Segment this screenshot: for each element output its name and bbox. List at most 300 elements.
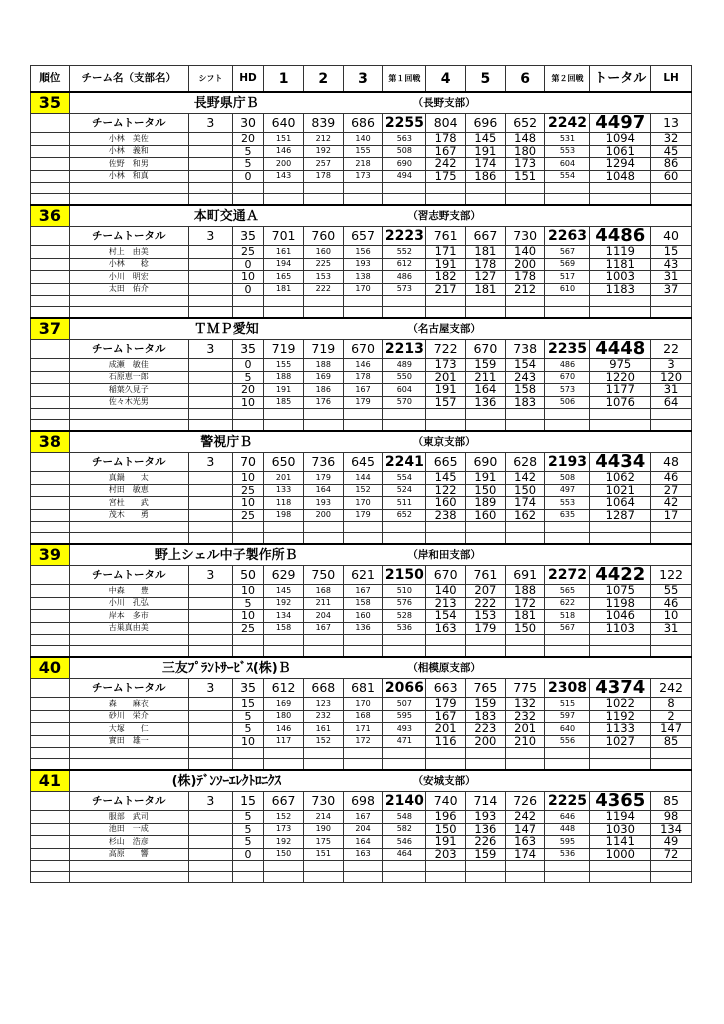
member-row <box>31 811 692 824</box>
shift-spacer <box>188 622 232 635</box>
member-g6-value: 151 <box>505 170 545 183</box>
team-total-row <box>31 227 692 246</box>
blank-cell <box>343 409 383 420</box>
blank-cell <box>466 635 506 646</box>
blank-cell <box>466 861 506 872</box>
team-name: 野上シェル中子製作所Ｂ <box>69 544 383 566</box>
blank-row <box>31 420 692 432</box>
blank-cell <box>651 759 692 771</box>
blank-cell <box>466 183 506 194</box>
member-g6-value: 188 <box>505 585 545 598</box>
total-r1-value: 2223 <box>384 228 424 244</box>
member-r1-value: 552 <box>383 246 426 259</box>
member-r2-value: 515 <box>545 698 590 711</box>
team-total-label: チームトータル <box>69 792 188 811</box>
blank-cell <box>264 420 304 432</box>
member-g2-value: 175 <box>303 836 343 849</box>
hd-value: 35 <box>232 679 263 698</box>
blank-cell <box>466 307 506 319</box>
member-g3-value: 178 <box>343 371 383 384</box>
member-g3-value: 156 <box>343 246 383 259</box>
member-lh-value: 27 <box>651 484 692 497</box>
member-g6-value: 147 <box>505 823 545 836</box>
total-g4-value: 761 <box>426 227 466 246</box>
blank-cell <box>505 861 545 872</box>
member-g5-value: 183 <box>466 710 506 723</box>
member-g2-value: 192 <box>303 145 343 158</box>
member-name: 小林 義和 <box>69 145 188 158</box>
member-g3-value: 168 <box>343 710 383 723</box>
shift-spacer <box>188 735 232 748</box>
shift-spacer <box>188 811 232 824</box>
rank-spacer <box>31 836 70 849</box>
member-g6-value: 162 <box>505 509 545 522</box>
blank-cell <box>232 635 263 646</box>
blank-cell <box>303 409 343 420</box>
blank-cell <box>232 183 263 194</box>
member-g1-value: 200 <box>264 158 304 171</box>
rank-spacer <box>31 258 70 271</box>
member-g5-value: 193 <box>466 811 506 824</box>
member-name: 杉山 浩彦 <box>69 836 188 849</box>
member-r2-value: 553 <box>545 497 590 510</box>
member-lh-value: 64 <box>651 396 692 409</box>
total-lh-value: 122 <box>651 566 692 585</box>
rank-spacer <box>31 710 70 723</box>
member-g2-value: 164 <box>303 484 343 497</box>
member-total-value: 1046 <box>590 610 651 623</box>
member-name: 小林 美佐 <box>69 133 188 146</box>
member-r1-value: 508 <box>383 145 426 158</box>
member-g2-value: 160 <box>303 246 343 259</box>
blank-cell <box>505 748 545 759</box>
member-g5-value: 174 <box>466 158 506 171</box>
member-g5-value: 189 <box>466 497 506 510</box>
total-lh-value: 22 <box>651 340 692 359</box>
blank-cell <box>466 872 506 883</box>
blank-cell <box>188 635 232 646</box>
blank-cell <box>545 194 590 206</box>
blank-cell <box>31 409 70 420</box>
member-g5-value: 207 <box>466 585 506 598</box>
member-r1-value: 554 <box>383 472 426 485</box>
member-g6-value: 163 <box>505 836 545 849</box>
blank-cell <box>69 748 188 759</box>
member-lh-value: 42 <box>651 497 692 510</box>
member-g1-value: 151 <box>264 133 304 146</box>
member-g6-value: 183 <box>505 396 545 409</box>
shift-value: 3 <box>188 227 232 246</box>
member-row <box>31 723 692 736</box>
member-g1-value: 152 <box>264 811 304 824</box>
blank-cell <box>590 872 651 883</box>
rank-spacer <box>31 585 70 598</box>
member-r1-value: 690 <box>383 158 426 171</box>
blank-cell <box>264 194 304 206</box>
member-row <box>31 359 692 372</box>
member-hd: 10 <box>232 610 263 623</box>
shift-spacer <box>188 848 232 861</box>
blank-cell <box>232 872 263 883</box>
member-g4-value: 167 <box>426 710 466 723</box>
member-r2-value: 508 <box>545 472 590 485</box>
blank-cell <box>505 533 545 545</box>
blank-cell <box>505 194 545 206</box>
shift-spacer <box>188 145 232 158</box>
member-g1-value: 117 <box>264 735 304 748</box>
member-hd: 5 <box>232 145 263 158</box>
blank-cell <box>69 296 188 307</box>
member-total-value: 1062 <box>590 472 651 485</box>
shift-value: 3 <box>188 566 232 585</box>
member-g2-value: 204 <box>303 610 343 623</box>
member-name: 村田 敏恵 <box>69 484 188 497</box>
member-row <box>31 384 692 397</box>
shift-spacer <box>188 472 232 485</box>
blank-cell <box>590 194 651 206</box>
member-name: 實田 雄一 <box>69 735 188 748</box>
member-g6-value: 140 <box>505 246 545 259</box>
blank-cell <box>343 183 383 194</box>
member-r1-value: 573 <box>383 283 426 296</box>
member-name: 村上 由美 <box>69 246 188 259</box>
team-total-row <box>31 566 692 585</box>
blank-cell <box>303 646 343 658</box>
total-r1-value: 2241 <box>384 454 424 470</box>
blank-cell <box>69 194 188 206</box>
member-r2-value: 536 <box>545 848 590 861</box>
member-hd: 25 <box>232 622 263 635</box>
header-round-1: 第１回戦 <box>383 66 426 93</box>
team-branch: （安城支部） <box>383 770 505 792</box>
blank-cell <box>651 872 692 883</box>
member-g4-value: 238 <box>426 509 466 522</box>
member-name: 茂木 勇 <box>69 509 188 522</box>
rank-spacer <box>31 359 70 372</box>
member-row <box>31 509 692 522</box>
total-g6-value: 775 <box>505 679 545 698</box>
shift-spacer <box>188 509 232 522</box>
blank-cell <box>383 533 426 545</box>
member-lh-value: 55 <box>651 585 692 598</box>
total-r2-value: 2272 <box>545 566 590 585</box>
rank-spacer <box>31 271 70 284</box>
total-g5-value: 670 <box>466 340 506 359</box>
member-g2-value: 186 <box>303 384 343 397</box>
member-g1-value: 165 <box>264 271 304 284</box>
blank-cell <box>426 522 466 533</box>
blank-cell <box>651 646 692 658</box>
member-g6-value: 180 <box>505 145 545 158</box>
total-g3-value: 645 <box>343 453 383 472</box>
team-rank: 35 <box>31 92 70 114</box>
blank-cell <box>69 635 188 646</box>
member-g5-value: 211 <box>466 371 506 384</box>
title-row-filler <box>505 544 691 566</box>
blank-cell <box>69 759 188 771</box>
team-title-row <box>31 92 692 114</box>
member-g2-value: 123 <box>303 698 343 711</box>
blank-cell <box>264 759 304 771</box>
member-g5-value: 136 <box>466 396 506 409</box>
member-g4-value: 242 <box>426 158 466 171</box>
shift-spacer <box>188 283 232 296</box>
blank-cell <box>590 409 651 420</box>
member-hd: 5 <box>232 836 263 849</box>
member-g4-value: 173 <box>426 359 466 372</box>
blank-cell <box>188 872 232 883</box>
team-title-row <box>31 205 692 227</box>
header-rank: 順位 <box>31 66 70 93</box>
member-name: 石原恵一郎 <box>69 371 188 384</box>
member-r1-value: 486 <box>383 271 426 284</box>
shift-spacer <box>188 170 232 183</box>
total-g6-value: 652 <box>505 114 545 133</box>
team-total-label: チームトータル <box>69 340 188 359</box>
member-g1-value: 150 <box>264 848 304 861</box>
blank-cell <box>188 183 232 194</box>
member-g4-value: 157 <box>426 396 466 409</box>
member-total-value: 1192 <box>590 710 651 723</box>
total-r1-value: 2066 <box>384 680 424 696</box>
shift-spacer <box>188 823 232 836</box>
rank-spacer <box>31 823 70 836</box>
member-g3-value: 193 <box>343 258 383 271</box>
member-g2-value: 193 <box>303 497 343 510</box>
member-g6-value: 200 <box>505 258 545 271</box>
shift-spacer <box>188 246 232 259</box>
title-row-filler <box>505 657 691 679</box>
blank-cell <box>232 861 263 872</box>
member-total-value: 1220 <box>590 371 651 384</box>
member-hd: 10 <box>232 735 263 748</box>
member-name: 中森 豊 <box>69 585 188 598</box>
blank-row <box>31 759 692 771</box>
blank-cell <box>466 296 506 307</box>
blank-cell <box>188 420 232 432</box>
member-g2-value: 200 <box>303 509 343 522</box>
blank-cell <box>505 420 545 432</box>
blank-cell <box>651 194 692 206</box>
member-r1-value: 471 <box>383 735 426 748</box>
blank-cell <box>383 759 426 771</box>
member-total-value: 1022 <box>590 698 651 711</box>
member-g3-value: 163 <box>343 848 383 861</box>
member-r2-value: 553 <box>545 145 590 158</box>
header-total: トータル <box>590 66 651 93</box>
member-r2-value: 565 <box>545 585 590 598</box>
member-g5-value: 160 <box>466 509 506 522</box>
team-title-row <box>31 318 692 340</box>
member-g6-value: 242 <box>505 811 545 824</box>
member-lh-value: 46 <box>651 472 692 485</box>
total-g6-value: 726 <box>505 792 545 811</box>
member-g3-value: 171 <box>343 723 383 736</box>
total-g4-value: 722 <box>426 340 466 359</box>
member-lh-value: 15 <box>651 246 692 259</box>
member-g3-value: 144 <box>343 472 383 485</box>
member-g1-value: 169 <box>264 698 304 711</box>
member-g5-value: 222 <box>466 597 506 610</box>
member-g1-value: 201 <box>264 472 304 485</box>
team-name: 本町交通Ａ <box>69 205 383 227</box>
blank-cell <box>188 748 232 759</box>
member-total-value: 1133 <box>590 723 651 736</box>
member-row <box>31 848 692 861</box>
blank-cell <box>383 409 426 420</box>
blank-cell <box>505 759 545 771</box>
hd-value: 35 <box>232 340 263 359</box>
member-g4-value: 196 <box>426 811 466 824</box>
member-g5-value: 226 <box>466 836 506 849</box>
member-g4-value: 167 <box>426 145 466 158</box>
blank-row <box>31 635 692 646</box>
blank-cell <box>590 861 651 872</box>
team-rank: 41 <box>31 770 70 792</box>
member-g6-value: 210 <box>505 735 545 748</box>
member-g5-value: 186 <box>466 170 506 183</box>
blank-cell <box>69 420 188 432</box>
member-g3-value: 158 <box>343 597 383 610</box>
blank-cell <box>545 296 590 307</box>
header-round-2: 第２回戦 <box>545 66 590 93</box>
blank-cell <box>69 646 188 658</box>
member-row <box>31 622 692 635</box>
member-r2-value: 646 <box>545 811 590 824</box>
rank-spacer <box>31 371 70 384</box>
total-g1-value: 701 <box>264 227 304 246</box>
member-g1-value: 145 <box>264 585 304 598</box>
total-g3-value: 681 <box>343 679 383 698</box>
blank-cell <box>343 296 383 307</box>
member-g4-value: 116 <box>426 735 466 748</box>
member-g4-value: 171 <box>426 246 466 259</box>
blank-row <box>31 646 692 658</box>
team-total-label: チームトータル <box>69 227 188 246</box>
member-hd: 10 <box>232 271 263 284</box>
blank-cell <box>651 748 692 759</box>
member-name: 真鍋 太 <box>69 472 188 485</box>
member-lh-value: 3 <box>651 359 692 372</box>
total-g4-value: 670 <box>426 566 466 585</box>
member-hd: 0 <box>232 283 263 296</box>
member-lh-value: 37 <box>651 283 692 296</box>
member-name: 古巣真由美 <box>69 622 188 635</box>
member-r1-value: 582 <box>383 823 426 836</box>
member-row <box>31 145 692 158</box>
blank-cell <box>69 307 188 319</box>
member-row <box>31 597 692 610</box>
team-name: ＴＭＰ愛知 <box>69 318 383 340</box>
member-r1-value: 494 <box>383 170 426 183</box>
blank-cell <box>590 646 651 658</box>
member-total-value: 1103 <box>590 622 651 635</box>
total-g6-value: 738 <box>505 340 545 359</box>
blank-cell <box>343 307 383 319</box>
member-g1-value: 146 <box>264 145 304 158</box>
member-lh-value: 98 <box>651 811 692 824</box>
member-total-value: 1287 <box>590 509 651 522</box>
member-hd: 20 <box>232 133 263 146</box>
member-g6-value: 243 <box>505 371 545 384</box>
member-r2-value: 506 <box>545 396 590 409</box>
total-g2-value: 730 <box>303 792 343 811</box>
member-g3-value: 170 <box>343 283 383 296</box>
blank-cell <box>264 183 304 194</box>
blank-cell <box>69 522 188 533</box>
blank-cell <box>188 646 232 658</box>
total-total-value: 4448 <box>590 340 651 359</box>
member-g5-value: 200 <box>466 735 506 748</box>
member-g5-value: 223 <box>466 723 506 736</box>
blank-row <box>31 183 692 194</box>
team-title-row <box>31 770 692 792</box>
member-row <box>31 497 692 510</box>
member-total-value: 1027 <box>590 735 651 748</box>
blank-cell <box>466 409 506 420</box>
member-total-value: 975 <box>590 359 651 372</box>
total-r2-value: 2225 <box>545 792 590 811</box>
member-r1-value: 524 <box>383 484 426 497</box>
total-g5-value: 667 <box>466 227 506 246</box>
blank-cell <box>343 748 383 759</box>
blank-cell <box>303 194 343 206</box>
member-name: 佐野 和男 <box>69 158 188 171</box>
blank-cell <box>426 183 466 194</box>
team-branch: （岸和田支部） <box>383 544 505 566</box>
shift-spacer <box>188 836 232 849</box>
member-g2-value: 179 <box>303 472 343 485</box>
blank-cell <box>232 533 263 545</box>
team-total-label: チームトータル <box>69 114 188 133</box>
results-table <box>30 65 692 883</box>
member-r2-value: 531 <box>545 133 590 146</box>
total-g6-value: 691 <box>505 566 545 585</box>
shift-value: 3 <box>188 792 232 811</box>
member-g5-value: 159 <box>466 848 506 861</box>
blank-cell <box>264 296 304 307</box>
blank-cell <box>545 759 590 771</box>
member-row <box>31 371 692 384</box>
total-g1-value: 650 <box>264 453 304 472</box>
blank-cell <box>426 759 466 771</box>
member-row <box>31 158 692 171</box>
header-game-6: 6 <box>505 66 545 93</box>
member-total-value: 1030 <box>590 823 651 836</box>
member-g2-value: 232 <box>303 710 343 723</box>
shift-spacer <box>188 484 232 497</box>
team-total-row <box>31 453 692 472</box>
member-total-value: 1094 <box>590 133 651 146</box>
member-g2-value: 190 <box>303 823 343 836</box>
member-g3-value: 167 <box>343 384 383 397</box>
member-g5-value: 159 <box>466 359 506 372</box>
member-r2-value: 517 <box>545 271 590 284</box>
blank-cell <box>264 646 304 658</box>
member-hd: 0 <box>232 170 263 183</box>
member-name: 砂川 栄介 <box>69 710 188 723</box>
member-total-value: 1048 <box>590 170 651 183</box>
team-branch: （名古屋支部） <box>383 318 505 340</box>
member-lh-value: 46 <box>651 597 692 610</box>
header-row <box>31 66 692 93</box>
blank-cell <box>651 635 692 646</box>
member-r2-value: 554 <box>545 170 590 183</box>
member-g5-value: 153 <box>466 610 506 623</box>
total-g5-value: 696 <box>466 114 506 133</box>
member-r2-value: 556 <box>545 735 590 748</box>
member-g6-value: 178 <box>505 271 545 284</box>
